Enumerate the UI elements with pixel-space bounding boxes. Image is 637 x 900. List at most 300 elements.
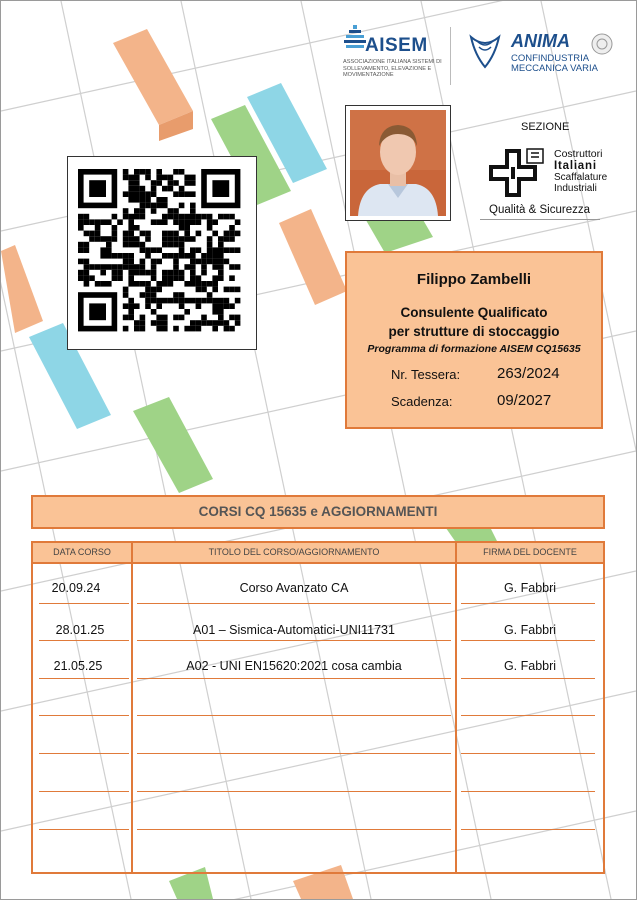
qr-finder-pattern bbox=[212, 180, 229, 197]
row-separator bbox=[39, 715, 129, 716]
column-header-signature: FIRMA DEL DOCENTE bbox=[457, 543, 603, 562]
qr-module bbox=[218, 247, 224, 253]
qr-module bbox=[151, 275, 157, 281]
qr-module bbox=[78, 270, 84, 276]
section-org-line3: Scaffalature bbox=[554, 172, 608, 183]
qr-module bbox=[78, 247, 84, 253]
qr-module bbox=[123, 214, 129, 220]
portrait-image bbox=[350, 110, 446, 216]
qr-module bbox=[179, 186, 185, 192]
qr-module bbox=[207, 236, 213, 242]
qr-module bbox=[140, 191, 146, 197]
qr-module bbox=[196, 281, 202, 287]
qr-module bbox=[162, 231, 168, 237]
qr-module bbox=[218, 320, 224, 326]
qr-finder-pattern bbox=[89, 180, 106, 197]
qr-module bbox=[190, 236, 196, 242]
courses-title: CORSI CQ 15635 e AGGIORNAMENTI bbox=[31, 495, 605, 529]
anima-subtitle-line2: MECCANICA VARIA bbox=[511, 63, 598, 74]
course-date: 21.05.25 bbox=[53, 659, 103, 673]
qr-module bbox=[179, 253, 185, 259]
aisem-wordmark: AISEM bbox=[365, 35, 428, 56]
row-separator bbox=[137, 753, 451, 754]
qr-module bbox=[190, 253, 196, 259]
qr-module bbox=[184, 236, 190, 242]
qr-module bbox=[128, 309, 134, 315]
qr-module bbox=[201, 264, 207, 270]
qr-module bbox=[100, 219, 106, 225]
qr-module bbox=[190, 180, 196, 186]
qr-module bbox=[235, 247, 241, 253]
qr-module bbox=[78, 225, 84, 231]
qr-module bbox=[207, 225, 213, 231]
qr-code bbox=[67, 156, 257, 350]
qr-module bbox=[218, 242, 224, 248]
qr-module bbox=[162, 281, 168, 287]
row-separator bbox=[137, 715, 451, 716]
course-title: A01 – Sismica-Automatici-UNI11731 bbox=[193, 623, 395, 637]
qr-module bbox=[173, 253, 179, 259]
qr-module bbox=[218, 275, 224, 281]
qr-module bbox=[123, 231, 129, 237]
holder-photo bbox=[345, 105, 451, 221]
course-date: 28.01.25 bbox=[55, 623, 105, 637]
qr-module bbox=[100, 270, 106, 276]
qr-module bbox=[151, 270, 157, 276]
qr-module bbox=[184, 326, 190, 332]
qr-module bbox=[224, 236, 230, 242]
qr-module bbox=[207, 320, 213, 326]
row-separator bbox=[39, 603, 129, 604]
qr-module bbox=[173, 264, 179, 270]
qr-module bbox=[179, 225, 185, 231]
qr-module bbox=[112, 253, 118, 259]
qr-module bbox=[145, 253, 151, 259]
qr-module bbox=[156, 259, 162, 265]
qr-module bbox=[106, 247, 112, 253]
qr-module bbox=[106, 242, 112, 248]
course-signature: G. Fabbri bbox=[503, 581, 557, 595]
qr-module bbox=[212, 264, 218, 270]
qr-module bbox=[128, 180, 134, 186]
row-separator bbox=[461, 640, 595, 641]
qr-module bbox=[184, 298, 190, 304]
qr-module bbox=[179, 242, 185, 248]
qr-module bbox=[128, 275, 134, 281]
anima-logo bbox=[465, 31, 615, 75]
qr-module bbox=[78, 214, 84, 220]
section-org-line2: Italiani bbox=[554, 160, 597, 172]
qr-module bbox=[190, 270, 196, 276]
qr-module bbox=[156, 320, 162, 326]
qr-module bbox=[162, 203, 168, 209]
qr-module bbox=[229, 225, 235, 231]
qr-module bbox=[224, 320, 230, 326]
qr-module bbox=[156, 219, 162, 225]
qr-module bbox=[218, 214, 224, 220]
qr-module bbox=[156, 169, 162, 175]
course-date: 20.09.24 bbox=[51, 581, 101, 595]
section-org-line4: Industriali bbox=[554, 183, 597, 194]
qr-module bbox=[145, 270, 151, 276]
qr-module bbox=[207, 298, 213, 304]
scadenza-value: 09/2027 bbox=[497, 392, 552, 409]
qr-module bbox=[162, 253, 168, 259]
row-separator bbox=[137, 678, 451, 679]
anima-wordmark: ANIMA bbox=[511, 31, 570, 51]
qr-module bbox=[117, 275, 123, 281]
qr-module bbox=[190, 214, 196, 220]
qr-module bbox=[123, 236, 129, 242]
qr-module bbox=[84, 281, 90, 287]
qr-module bbox=[196, 326, 202, 332]
qr-module bbox=[123, 175, 129, 181]
qr-module bbox=[207, 292, 213, 298]
qr-module bbox=[128, 191, 134, 197]
logo-divider bbox=[450, 27, 451, 85]
qr-module bbox=[123, 208, 129, 214]
qr-module bbox=[128, 242, 134, 248]
qr-module bbox=[100, 236, 106, 242]
qr-module bbox=[224, 231, 230, 237]
qr-module bbox=[89, 231, 95, 237]
qr-module bbox=[134, 180, 140, 186]
qr-module bbox=[117, 219, 123, 225]
qr-module bbox=[168, 242, 174, 248]
qr-module bbox=[201, 214, 207, 220]
qr-module bbox=[218, 259, 224, 265]
qr-module bbox=[224, 214, 230, 220]
row-separator bbox=[39, 791, 129, 792]
qr-module bbox=[112, 225, 118, 231]
qr-module bbox=[196, 320, 202, 326]
qr-module bbox=[212, 281, 218, 287]
qr-module bbox=[201, 281, 207, 287]
qr-module bbox=[212, 219, 218, 225]
qr-module bbox=[179, 191, 185, 197]
qr-module bbox=[162, 320, 168, 326]
qr-module bbox=[134, 225, 140, 231]
qr-module bbox=[162, 298, 168, 304]
qr-module bbox=[128, 236, 134, 242]
qr-module bbox=[134, 169, 140, 175]
qr-module bbox=[224, 247, 230, 253]
qr-module bbox=[190, 175, 196, 181]
qr-module bbox=[151, 186, 157, 192]
qr-module bbox=[134, 270, 140, 276]
qr-module bbox=[123, 259, 129, 265]
qr-module bbox=[112, 214, 118, 220]
qr-module bbox=[218, 253, 224, 259]
role-line1: Consulente Qualificato bbox=[400, 305, 548, 320]
column-header-date: DATA CORSO bbox=[33, 543, 131, 562]
qr-module bbox=[212, 298, 218, 304]
qr-module bbox=[196, 214, 202, 220]
qr-module bbox=[196, 219, 202, 225]
qr-module bbox=[184, 253, 190, 259]
qr-module bbox=[218, 315, 224, 321]
qr-module bbox=[224, 326, 230, 332]
qr-module bbox=[173, 219, 179, 225]
qr-module bbox=[134, 214, 140, 220]
qr-module bbox=[151, 219, 157, 225]
qr-module bbox=[218, 303, 224, 309]
qr-module bbox=[84, 275, 90, 281]
qr-module bbox=[95, 219, 101, 225]
qr-module bbox=[89, 264, 95, 270]
qr-module bbox=[123, 292, 129, 298]
qr-module bbox=[151, 208, 157, 214]
qr-module bbox=[229, 231, 235, 237]
qr-module bbox=[123, 253, 129, 259]
qr-module bbox=[201, 287, 207, 293]
qr-module bbox=[162, 275, 168, 281]
qr-module bbox=[212, 253, 218, 259]
qr-module bbox=[123, 264, 129, 270]
qr-module bbox=[190, 191, 196, 197]
qr-module bbox=[190, 247, 196, 253]
qr-module bbox=[162, 326, 168, 332]
qr-module bbox=[151, 180, 157, 186]
qr-module bbox=[140, 264, 146, 270]
qr-module bbox=[190, 203, 196, 209]
qr-module bbox=[140, 292, 146, 298]
qr-module bbox=[140, 270, 146, 276]
qr-module bbox=[151, 247, 157, 253]
qr-module bbox=[140, 203, 146, 209]
qr-module bbox=[162, 186, 168, 192]
holder-name: Filippo Zambelli bbox=[416, 271, 532, 288]
qr-module bbox=[134, 326, 140, 332]
qr-module bbox=[145, 247, 151, 253]
qr-module bbox=[179, 315, 185, 321]
qr-module bbox=[173, 292, 179, 298]
qr-module bbox=[168, 298, 174, 304]
qr-module bbox=[134, 197, 140, 203]
qr-module bbox=[140, 320, 146, 326]
qr-module bbox=[212, 275, 218, 281]
qr-module bbox=[84, 270, 90, 276]
qr-module bbox=[179, 203, 185, 209]
qr-module bbox=[179, 214, 185, 220]
qr-module bbox=[134, 236, 140, 242]
qr-module bbox=[84, 259, 90, 265]
qr-module bbox=[151, 309, 157, 315]
qr-module bbox=[162, 270, 168, 276]
qr-module bbox=[218, 270, 224, 276]
qr-module bbox=[106, 281, 112, 287]
qr-module bbox=[229, 236, 235, 242]
course-signature: G. Fabbri bbox=[503, 623, 557, 637]
qr-module bbox=[123, 169, 129, 175]
qr-module bbox=[179, 219, 185, 225]
qr-module bbox=[207, 259, 213, 265]
qr-module bbox=[179, 303, 185, 309]
qr-module bbox=[112, 231, 118, 237]
qr-module bbox=[173, 214, 179, 220]
qr-module bbox=[128, 197, 134, 203]
qr-module bbox=[173, 169, 179, 175]
qr-module bbox=[128, 231, 134, 237]
qr-module bbox=[78, 219, 84, 225]
qr-module bbox=[112, 264, 118, 270]
qr-module bbox=[128, 214, 134, 220]
qr-module bbox=[184, 231, 190, 237]
qr-module bbox=[162, 197, 168, 203]
aisem-logo bbox=[343, 23, 443, 87]
qr-module bbox=[168, 180, 174, 186]
qr-module bbox=[128, 219, 134, 225]
qr-module bbox=[207, 247, 213, 253]
qr-module bbox=[179, 270, 185, 276]
qr-module bbox=[117, 253, 123, 259]
qr-module bbox=[140, 186, 146, 192]
qr-module bbox=[218, 264, 224, 270]
qr-module bbox=[224, 298, 230, 304]
qr-module bbox=[184, 219, 190, 225]
qr-module bbox=[224, 259, 230, 265]
qr-module bbox=[128, 259, 134, 265]
qr-module bbox=[151, 287, 157, 293]
qr-module bbox=[123, 191, 129, 197]
qr-module bbox=[190, 219, 196, 225]
qr-module bbox=[106, 253, 112, 259]
qr-module bbox=[168, 236, 174, 242]
qr-module bbox=[140, 169, 146, 175]
section-tagline: Qualità & Sicurezza bbox=[489, 204, 590, 216]
qr-module bbox=[128, 225, 134, 231]
qr-module bbox=[156, 298, 162, 304]
qr-module bbox=[212, 326, 218, 332]
qr-module bbox=[168, 208, 174, 214]
qr-module bbox=[207, 253, 213, 259]
qr-module bbox=[162, 315, 168, 321]
qr-module bbox=[184, 180, 190, 186]
qr-module bbox=[196, 287, 202, 293]
qr-module bbox=[184, 191, 190, 197]
qr-module bbox=[100, 253, 106, 259]
qr-module bbox=[173, 236, 179, 242]
qr-module bbox=[184, 281, 190, 287]
qr-module bbox=[140, 197, 146, 203]
qr-module bbox=[134, 208, 140, 214]
qr-module bbox=[162, 242, 168, 248]
qr-module bbox=[140, 247, 146, 253]
qr-module bbox=[173, 315, 179, 321]
qr-module bbox=[134, 303, 140, 309]
qr-module bbox=[184, 175, 190, 181]
training-program: Programma di formazione AISEM CQ15635 bbox=[367, 343, 581, 355]
section-org-line1: Costruttori bbox=[554, 148, 603, 160]
row-separator bbox=[39, 678, 129, 679]
qr-module bbox=[173, 275, 179, 281]
qr-module bbox=[128, 264, 134, 270]
qr-module bbox=[162, 214, 168, 220]
row-separator bbox=[461, 603, 595, 604]
qr-module bbox=[235, 315, 241, 321]
qr-module bbox=[89, 275, 95, 281]
qr-module bbox=[156, 247, 162, 253]
qr-module bbox=[128, 270, 134, 276]
anima-subtitle-line1: CONFINDUSTRIA bbox=[511, 53, 590, 64]
qr-module bbox=[156, 326, 162, 332]
qr-module bbox=[106, 264, 112, 270]
qr-module bbox=[106, 219, 112, 225]
qr-module bbox=[84, 214, 90, 220]
qr-module bbox=[128, 281, 134, 287]
qr-module bbox=[84, 264, 90, 270]
qr-module bbox=[168, 275, 174, 281]
qr-module bbox=[151, 320, 157, 326]
qr-module bbox=[112, 236, 118, 242]
qr-module bbox=[95, 264, 101, 270]
qr-module bbox=[212, 309, 218, 315]
qr-module bbox=[235, 264, 241, 270]
qr-module bbox=[235, 231, 241, 237]
qr-module bbox=[173, 231, 179, 237]
qr-module bbox=[190, 275, 196, 281]
qr-module bbox=[184, 264, 190, 270]
qr-module bbox=[224, 303, 230, 309]
qr-module bbox=[212, 287, 218, 293]
qr-module bbox=[229, 315, 235, 321]
qr-module bbox=[89, 219, 95, 225]
role-line2: per strutture di stoccaggio bbox=[388, 324, 560, 339]
qr-module bbox=[145, 281, 151, 287]
qr-module bbox=[212, 320, 218, 326]
row-separator bbox=[461, 791, 595, 792]
qr-module bbox=[145, 231, 151, 237]
qr-module bbox=[140, 214, 146, 220]
qr-module bbox=[173, 259, 179, 265]
qr-module bbox=[190, 208, 196, 214]
qr-module bbox=[112, 275, 118, 281]
qr-module bbox=[212, 231, 218, 237]
qr-module bbox=[151, 259, 157, 265]
qr-module bbox=[140, 208, 146, 214]
row-separator bbox=[137, 640, 451, 641]
qr-finder-pattern bbox=[89, 303, 106, 320]
qr-module bbox=[134, 320, 140, 326]
qr-module bbox=[100, 264, 106, 270]
qr-module bbox=[151, 264, 157, 270]
qr-module bbox=[196, 298, 202, 304]
qr-module bbox=[134, 264, 140, 270]
qr-module bbox=[201, 270, 207, 276]
qr-module bbox=[179, 292, 185, 298]
qr-module bbox=[162, 175, 168, 181]
qr-module bbox=[184, 225, 190, 231]
row-separator bbox=[137, 603, 451, 604]
qr-module bbox=[84, 247, 90, 253]
qr-module bbox=[106, 236, 112, 242]
qr-module bbox=[78, 242, 84, 248]
qr-module bbox=[140, 259, 146, 265]
qr-module bbox=[151, 292, 157, 298]
qr-module bbox=[145, 197, 151, 203]
qr-module bbox=[173, 191, 179, 197]
qr-module bbox=[128, 315, 134, 321]
qr-module bbox=[145, 236, 151, 242]
qr-module bbox=[95, 281, 101, 287]
qr-module bbox=[145, 292, 151, 298]
qr-module bbox=[229, 264, 235, 270]
qr-module bbox=[145, 203, 151, 209]
qr-module bbox=[196, 303, 202, 309]
qr-module bbox=[190, 259, 196, 265]
qr-module bbox=[145, 169, 151, 175]
qr-module bbox=[140, 326, 146, 332]
